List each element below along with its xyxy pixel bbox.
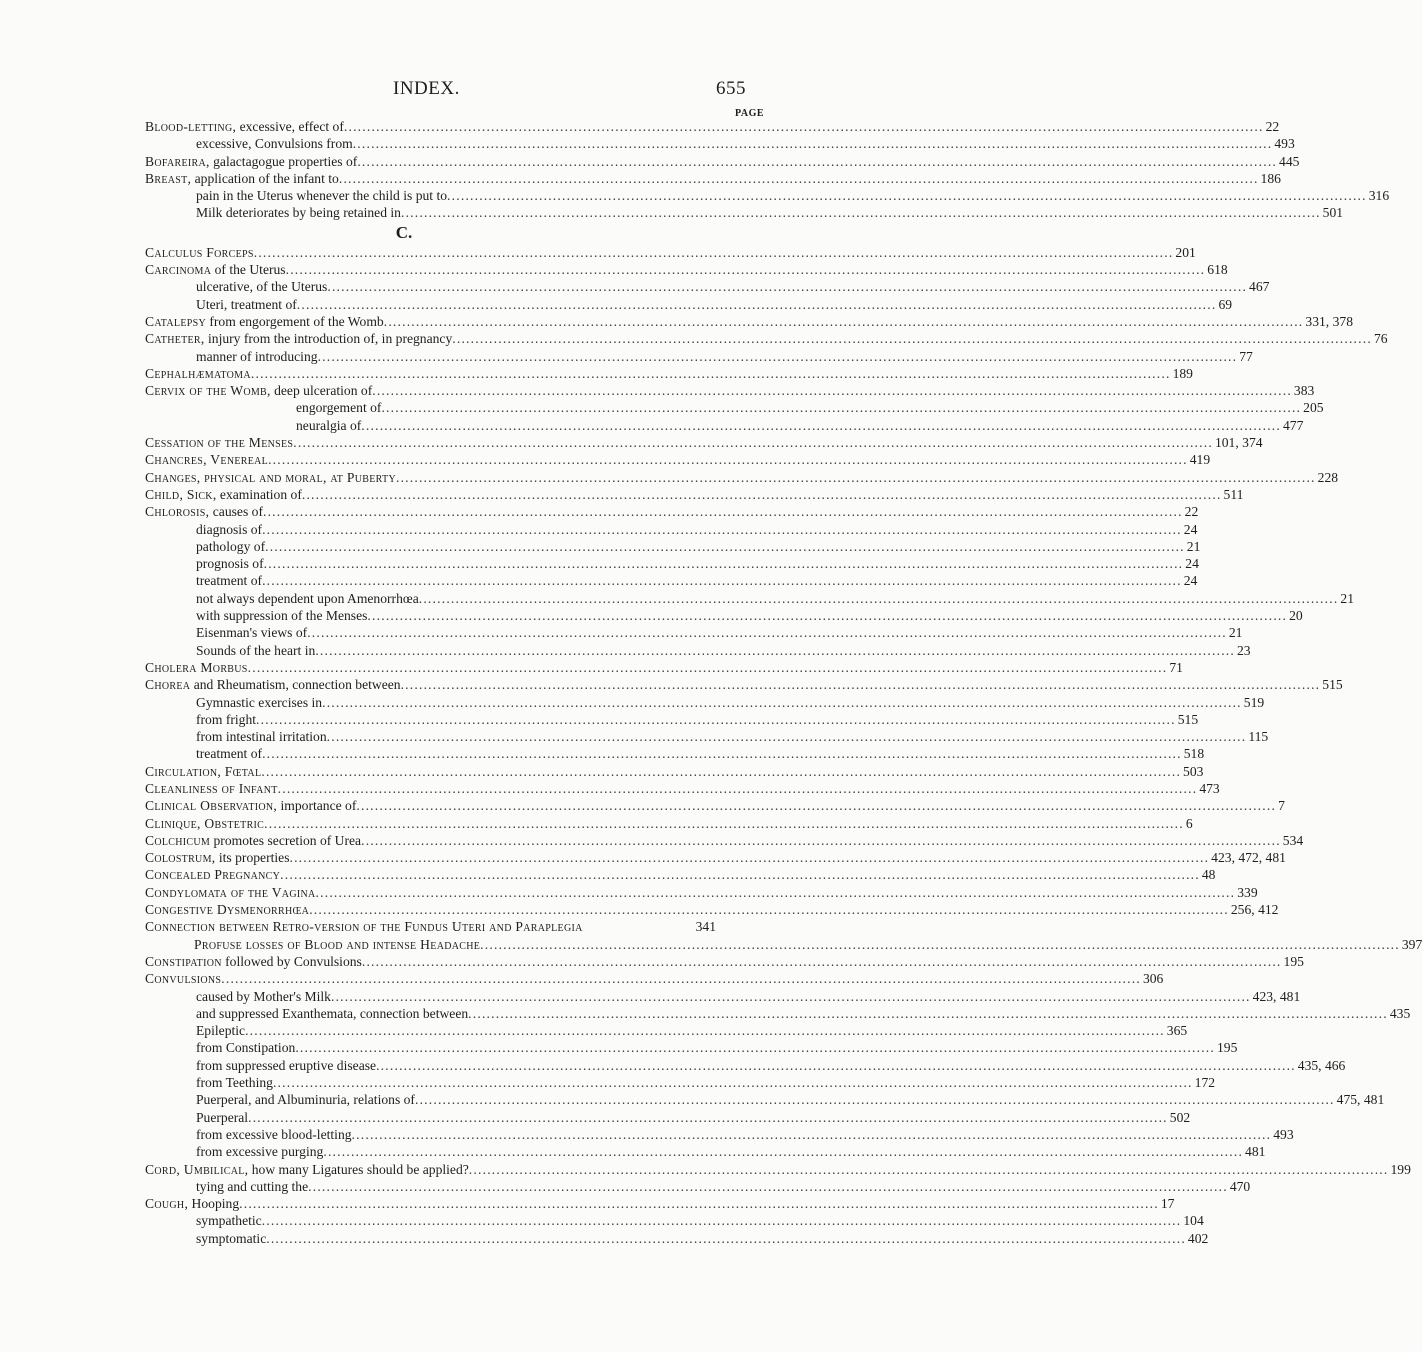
entry-page-number: 435 [1389, 1005, 1411, 1021]
entry-page-number: 423, 472, 481 [1211, 850, 1286, 866]
entry-heading: Cessation of the Menses [145, 435, 294, 451]
header-title: INDEX. [393, 78, 460, 99]
entry-page-number: 76 [1373, 331, 1388, 347]
index-entry [0, 135, 1295, 152]
entry-page-number: 21 [1340, 590, 1355, 606]
index-entry [0, 1161, 1411, 1178]
leader-dots: ........................................................................................................................................................................................................ [351, 1126, 1272, 1142]
index-entry [0, 118, 1280, 135]
entry-text: and suppressed Exanthemata, connection between [196, 1005, 469, 1021]
index-entry [0, 555, 1199, 572]
entry-heading: Catalepsy [145, 313, 206, 329]
index-entry [0, 244, 1196, 261]
entry-heading: Cord, Umbilical, [145, 1161, 249, 1177]
entry-page-number: 101, 374 [1214, 435, 1263, 451]
leader-dots: ........................................................................................................................................................................................................ [250, 365, 1171, 381]
index-entry [0, 521, 1198, 538]
entry-text: prognosis of [196, 556, 264, 572]
index-entry [0, 797, 1285, 814]
leader-dots: ........................................................................................................................................................................................................ [352, 136, 1273, 152]
index-entry [0, 451, 1211, 468]
entry-text: importance of [277, 798, 357, 814]
entry-text: ulcerative, of the Uterus [196, 279, 328, 295]
leader-dots: ........................................................................................................................................................................................................ [315, 884, 1236, 900]
entry-page-number: 397 [1401, 936, 1422, 952]
entry-page-number: 515 [1322, 677, 1343, 693]
entry-text: diagnosis of [196, 521, 263, 537]
entry-text: pathology of [196, 538, 266, 554]
index-entry [0, 694, 1265, 711]
leader-dots: ........................................................................................................................................................................................................ [357, 153, 1278, 169]
index-entry [0, 313, 1353, 330]
entry-page-number: 419 [1189, 452, 1211, 468]
entry-page-number: 503 [1183, 763, 1204, 779]
leader-dots: ........................................................................................................................................................................................................ [418, 590, 1339, 606]
index-entry [0, 1074, 1216, 1091]
entry-page-number: 256, 412 [1230, 902, 1279, 918]
entry-page-number: 77 [1239, 348, 1253, 364]
entry-page-number: 7 [1278, 798, 1285, 814]
leader-dots: ........................................................................................................................................................................................................ [383, 313, 1304, 329]
leader-dots: ........................................................................................................................................................................................................ [361, 953, 1282, 969]
index-entry [0, 469, 1339, 486]
entry-heading: Carcinoma [145, 262, 212, 278]
entry-text: injury from the introduction of, in pregnancy [204, 331, 453, 347]
entry-page-number: 341 [695, 919, 716, 935]
entry-page-number: 534 [1282, 832, 1304, 848]
leader-dots: ........................................................................................................................................................................................................ [264, 815, 1184, 831]
entry-page-number: 339 [1237, 884, 1258, 900]
index-entry [0, 815, 1193, 832]
leader-dots: ........................................................................................................................................................................................................ [272, 1075, 1193, 1091]
entry-heading: Cephalhæmatoma [145, 365, 251, 381]
entry-heading: Colostrum, [145, 850, 216, 866]
entry-page-number: 402 [1187, 1230, 1209, 1246]
leader-dots: ........................................................................................................................................................................................................ [338, 170, 1259, 186]
leader-dots: ........................................................................................................................................................................................................ [248, 1109, 1168, 1125]
entry-page-number: 618 [1207, 262, 1228, 278]
entry-page-number: 21 [1186, 538, 1201, 554]
header-page-number: 655 [716, 78, 746, 99]
entry-page-number: 71 [1169, 659, 1183, 675]
index-entry [0, 988, 1301, 1005]
entry-heading: Cholera Morbus [145, 659, 248, 675]
index-entry [0, 1230, 1209, 1247]
index-entry [0, 884, 1258, 901]
entry-text: from suppressed eruptive disease [196, 1057, 377, 1073]
index-entry [0, 434, 1263, 451]
index-entry [0, 1039, 1238, 1056]
entry-text: from excessive purging [196, 1144, 324, 1160]
index-entry [0, 918, 800, 935]
leader-dots: ........................................................................................................................................................................................................ [480, 936, 1400, 952]
entry-page-number: 48 [1201, 867, 1216, 883]
entry-text: tying and cutting the [196, 1178, 309, 1194]
leader-dots: ........................................................................................................................................................................................................ [322, 694, 1242, 710]
entry-text: examination of [216, 486, 302, 502]
leader-dots: ........................................................................................................................................................................................................ [323, 1144, 1244, 1160]
entry-heading: Colchicum [145, 832, 211, 848]
entry-page-number: 22 [1184, 504, 1199, 520]
leader-dots: ........................................................................................................................................................................................................ [330, 988, 1251, 1004]
leader-dots: ........................................................................................................................................................................................................ [262, 746, 1182, 762]
index-entry [0, 642, 1251, 659]
leader-dots: ........................................................................................................................................................................................................ [265, 538, 1185, 554]
entry-text: excessive, effect of [236, 119, 344, 134]
index-entry [0, 728, 1269, 745]
entry-page-number: 21 [1228, 625, 1243, 641]
entry-text: causes of [209, 504, 263, 520]
entry-text: its properties [215, 850, 290, 866]
entry-page-number: 470 [1229, 1178, 1251, 1194]
index-entry [0, 659, 1183, 676]
entry-page-number: 201 [1175, 244, 1196, 260]
leader-dots: ........................................................................................................................................................................................................ [395, 469, 1316, 485]
entry-text: deep ulceration of [270, 383, 373, 399]
index-entry [0, 296, 1233, 313]
leader-dots: ........................................................................................................................................................................................................ [221, 971, 1141, 987]
entry-page-number: 473 [1199, 780, 1220, 796]
entry-page-number: 115 [1248, 729, 1269, 745]
entry-heading: Breast, [145, 170, 192, 186]
entry-text: and Rheumatism, connection between [190, 677, 401, 693]
index-entry [0, 187, 1390, 204]
entry-page-number: 24 [1183, 521, 1198, 537]
entry-text: Sounds of the heart in [196, 642, 316, 658]
entry-page-number: 365 [1166, 1023, 1188, 1039]
entry-page-number: 501 [1322, 205, 1344, 221]
entry-heading: Chorea [145, 677, 191, 693]
entry-heading: Condylomata of the Vagina [145, 884, 316, 900]
index-entry [0, 1195, 1175, 1212]
entry-page-number: 104 [1183, 1213, 1204, 1229]
index-entry [0, 936, 1422, 953]
entry-text: from excessive blood-letting [196, 1126, 352, 1142]
entry-text: engorgement of [296, 400, 382, 416]
leader-dots: ........................................................................................................................................................................................................ [239, 1196, 1159, 1212]
entry-page-number: 186 [1260, 170, 1281, 186]
entry-text: with suppression of the Menses [196, 608, 368, 624]
leader-dots: ........................................................................................................................................................................................................ [452, 331, 1372, 347]
entry-page-number: 518 [1183, 746, 1205, 762]
entry-heading: Cough, [145, 1196, 189, 1212]
leader-dots: ........................................................................................................................................................................................................ [268, 452, 1188, 468]
index-entry [0, 348, 1253, 365]
leader-dots: ........................................................................................................................................................................................................ [361, 417, 1281, 433]
leader-dots: ........................................................................................................................................................................................................ [361, 832, 1281, 848]
entry-page-number: 331, 378 [1305, 313, 1353, 329]
leader-dots: ........................................................................................................................................................................................................ [308, 1178, 1228, 1194]
leader-dots: ........................................................................................................................................................................................................ [468, 1005, 1388, 1021]
entry-page-number: 228 [1317, 469, 1339, 485]
entry-page-number: 316 [1368, 188, 1390, 204]
leader-dots: ........................................................................................................................................................................................................ [326, 729, 1247, 745]
entry-page-number: 519 [1243, 694, 1265, 710]
entry-text: neuralgia of [296, 417, 362, 433]
leader-dots: ........................................................................................................................................................................................................ [296, 296, 1217, 312]
index-entry [0, 1143, 1266, 1160]
leader-dots: ........................................................................................................................................................................................................ [317, 348, 1238, 364]
entry-text: of the Uterus [211, 262, 286, 278]
index-entry [0, 866, 1216, 883]
entry-text: not always dependent upon Amenorrhœa [196, 590, 419, 606]
leader-dots: ........................................................................................................................................................................................................ [285, 262, 1206, 278]
leader-dots: ........................................................................................................................................................................................................ [256, 711, 1176, 727]
entry-page-number: 195 [1283, 953, 1304, 969]
entry-page-number: 24 [1183, 573, 1198, 589]
index-entry [0, 486, 1244, 503]
entry-heading: Clinique, Obstetric [145, 815, 265, 831]
entry-text: Puerperal, and Albuminuria, relations of [196, 1092, 415, 1108]
leader-dots: ........................................................................................................................................................................................................ [301, 486, 1222, 502]
leader-dots: ........................................................................................................................................................................................................ [293, 435, 1213, 451]
entry-page-number: 467 [1249, 279, 1270, 295]
entry-page-number: 189 [1172, 365, 1193, 381]
leader-dots: ........................................................................................................................................................................................................ [262, 573, 1182, 589]
leader-dots: ........................................................................................................................................................................................................ [262, 504, 1183, 520]
entry-page-number: 511 [1223, 486, 1244, 502]
entry-heading: Child, Sick, [145, 486, 217, 502]
entry-page-number: 205 [1303, 400, 1324, 416]
entry-page-number: 435, 466 [1297, 1057, 1346, 1073]
entry-text: excessive, Convulsions from [196, 136, 353, 152]
leader-dots: ........................................................................................................................................................................................................ [262, 521, 1182, 537]
entry-page-number: 475, 481 [1336, 1092, 1385, 1108]
leader-dots: ........................................................................................................................................................................................................ [372, 383, 1292, 399]
entry-heading: Calculus Forceps [145, 244, 254, 260]
index-entry [0, 624, 1243, 641]
entry-text: how many Ligatures should be applied? [248, 1161, 469, 1177]
leader-dots: ........................................................................................................................................................................................................ [400, 677, 1321, 693]
leader-dots: ........................................................................................................................................................................................................ [356, 798, 1277, 814]
entry-heading: Constipation [145, 953, 222, 969]
entry-text: Puerperal [196, 1109, 249, 1125]
entry-text: sympathetic [196, 1213, 262, 1229]
entry-page-number: 383 [1293, 383, 1315, 399]
index-entry [0, 1091, 1385, 1108]
entry-text: pain in the Uterus whenever the child is put to [196, 188, 448, 204]
index-entry [0, 711, 1199, 728]
index-entry [0, 763, 1204, 780]
index-entry [0, 676, 1343, 693]
index-entry [0, 1178, 1251, 1195]
entry-heading: Cervix of the Womb, [145, 383, 271, 399]
entry-text: caused by Mother's Milk [196, 988, 331, 1004]
leader-dots: ........................................................................................................................................................................................................ [315, 642, 1235, 658]
entry-page-number: 17 [1160, 1196, 1175, 1212]
entry-page-number: 24 [1185, 556, 1199, 572]
entry-page-number: 481 [1245, 1144, 1266, 1160]
index-entry [0, 1212, 1204, 1229]
index-entry [0, 278, 1270, 295]
entry-text: promotes secretion of Urea [210, 832, 362, 848]
index-entry [0, 1022, 1188, 1039]
index-entries [0, 118, 1422, 1247]
entry-page-number: 493 [1274, 136, 1295, 152]
entry-text: symptomatic [196, 1230, 267, 1246]
entry-text: from fright [196, 711, 257, 727]
index-entry [0, 1109, 1191, 1126]
entry-text: from engorgement of the Womb [205, 313, 384, 329]
entry-heading: Convulsions [145, 971, 222, 987]
entry-text: Gymnastic exercises in [196, 694, 323, 710]
index-entry [0, 590, 1355, 607]
index-entry [0, 1126, 1294, 1143]
entry-page-number: 6 [1185, 815, 1193, 831]
entry-page-number: 423, 481 [1252, 988, 1301, 1004]
index-entry [0, 503, 1199, 520]
entry-page-number: 23 [1237, 642, 1251, 658]
entry-page-number: 445 [1279, 153, 1300, 169]
running-header [0, 76, 800, 106]
leader-dots: ........................................................................................................................................................................................................ [245, 1023, 1165, 1039]
entry-text: Eisenman's views of [196, 625, 308, 641]
entry-page-number: 199 [1390, 1161, 1411, 1177]
leader-dots: ........................................................................................................................................................................................................ [307, 625, 1227, 641]
entry-text: treatment of [196, 573, 263, 589]
index-entry [0, 970, 1164, 987]
entry-page-number: 306 [1142, 971, 1164, 987]
leader-dots: ........................................................................................................................................................................................................ [376, 1057, 1296, 1073]
leader-dots: ........................................................................................................................................................................................................ [309, 902, 1229, 918]
entry-heading: Blood-letting, [145, 119, 237, 134]
index-entry [0, 953, 1304, 970]
entry-page-number: 493 [1273, 1126, 1294, 1142]
index-entry [0, 261, 1228, 278]
entry-page-number: 69 [1218, 296, 1233, 312]
leader-dots: ........................................................................................................................................................................................................ [295, 1040, 1215, 1056]
entry-heading: Circulation, Fœtal [145, 763, 262, 779]
leader-dots: ........................................................................................................................................................................................................ [400, 205, 1321, 221]
index-entry [0, 417, 1304, 434]
page-column-label: PAGE [735, 108, 765, 119]
index-entry [0, 1005, 1411, 1022]
leader-dots: ........................................................................................................................................................................................................ [277, 780, 1198, 796]
entry-heading: Connection between Retro-version of the Fundus Uteri and Paraplegia [145, 919, 583, 935]
entry-page-number: 172 [1194, 1075, 1216, 1091]
entry-heading: Catheter, [145, 331, 205, 347]
index-entry [0, 330, 1388, 347]
leader-dots: ........................................................................................................................................................................................................ [266, 1230, 1186, 1246]
leader-dots: ........................................................................................................................................................................................................ [261, 1213, 1182, 1229]
entry-page-number: 22 [1265, 119, 1280, 134]
leader-dots: ........................................................................................................................................................................................................ [280, 867, 1200, 883]
index-entry [0, 832, 1304, 849]
entry-text: followed by Convulsions [221, 953, 362, 969]
index-entry [0, 849, 1286, 866]
index-entry [0, 538, 1201, 555]
index-entry [0, 780, 1220, 797]
entry-heading: Chlorosis, [145, 504, 210, 520]
index-entry [0, 382, 1315, 399]
leader-dots: ........................................................................................................................................................................................................ [447, 188, 1367, 204]
entry-text: Milk deteriorates by being retained in [196, 205, 401, 221]
entry-page-number: 195 [1217, 1040, 1238, 1056]
entry-heading: Bofareira, [145, 153, 210, 169]
entry-text: Epileptic [196, 1023, 246, 1039]
entry-text: from Constipation [196, 1040, 296, 1056]
entry-heading: Changes, physical and moral, at Puberty [145, 469, 396, 485]
index-entry [0, 901, 1279, 918]
leader-dots: ........................................................................................................................................................................................................ [343, 119, 1264, 134]
entry-page-number: 20 [1289, 608, 1303, 624]
leader-dots: ........................................................................................................................................................................................................ [253, 244, 1174, 260]
leader-dots: ........................................................................................................................................................................................................ [247, 659, 1168, 675]
leader-dots: ........................................................................................................................................................................................................ [381, 400, 1302, 416]
entry-text: application of the infant to [191, 170, 339, 186]
entry-text: from Teething [196, 1075, 273, 1091]
entry-text: manner of introducing [196, 348, 318, 364]
entry-heading: Cleanliness of Infant [145, 780, 278, 796]
index-entry [0, 572, 1198, 589]
leader-dots: ........................................................................................................................................................................................................ [261, 763, 1182, 779]
index-entry [0, 204, 1344, 221]
index-entry [0, 1057, 1346, 1074]
index-entry [0, 365, 1193, 382]
leader-dots: ........................................................................................................................................................................................................ [263, 556, 1184, 572]
entry-page-number: 477 [1282, 417, 1304, 433]
entry-text: galactagogue properties of [209, 153, 358, 169]
index-entry [0, 153, 1300, 170]
entry-page-number: 515 [1177, 711, 1199, 727]
leader-dots: ........................................................................................................................................................................................................ [468, 1161, 1389, 1177]
entry-heading: Chancres, Venereal [145, 452, 269, 468]
index-entry [0, 170, 1281, 187]
entry-text: treatment of [196, 746, 263, 762]
entry-heading: Profuse losses of Blood and intense Headache [194, 936, 481, 952]
index-entry [0, 399, 1324, 416]
index-entry [0, 607, 1303, 624]
leader-dots: ........................................................................................................................................................................................................ [327, 279, 1248, 295]
section-letter: C. [395, 222, 413, 242]
leader-dots: ........................................................................................................................................................................................................ [414, 1092, 1335, 1108]
entry-text: Hooping [188, 1196, 240, 1212]
entry-text: Uteri, treatment of [196, 296, 297, 312]
leader-dots: ........................................................................................................................................................................................................ [367, 608, 1288, 624]
index-entry [0, 745, 1205, 762]
leader-dots: ........................................................................................................................................................................................................ [289, 850, 1210, 866]
entry-text: from intestinal irritation [196, 729, 327, 745]
entry-heading: Congestive Dysmenorrhœa [145, 902, 310, 918]
entry-heading: Clinical Observation, [145, 798, 278, 814]
entry-page-number: 502 [1169, 1109, 1191, 1125]
entry-heading: Concealed Pregnancy [145, 867, 281, 883]
